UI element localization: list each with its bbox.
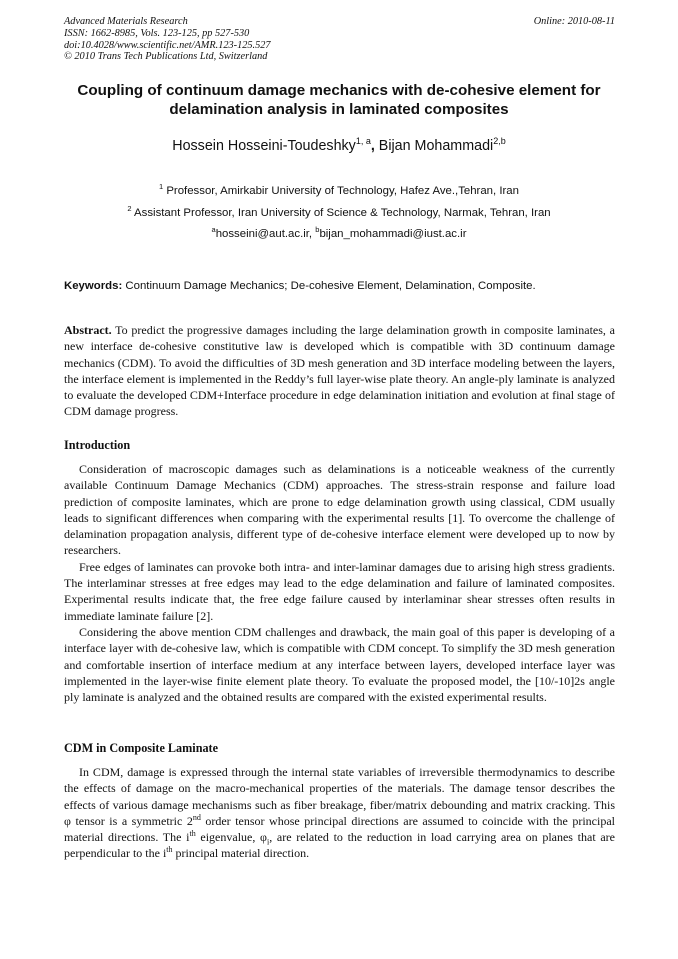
intro-paragraph-3: Considering the above mention CDM challenges and drawback, the main goal of this paper is developing of a interface layer with de-cohesive law, which is compatible with CDM concept. To simplify the 3D mesh generation and comfortable insertion of interface medium at any interface between layers, developed interface layer was implemented in the layer-wise finite element plate theory. To evaluate the proposed model, the [10/-10]2s angle ply laminate is analyzed and the obtained results are compared with the existed experimental results.	[64, 624, 615, 705]
keywords-label: Keywords:	[64, 280, 123, 292]
journal-name: Advanced Materials Research	[64, 16, 188, 27]
cdm-sup-3: th	[166, 845, 173, 855]
email-b[interactable]: bijan_mohammadi@iust.ac.ir	[319, 227, 467, 240]
intro-paragraph-1: Consideration of macroscopic damages such as delaminations is a noticeable weakness of the currently available Continuum Damage Mechanics (CDM) approaches. The stress-strain response and failure load prediction of composite laminates, which are prone to edge delamination growth using classical, CDM usually leads to significant differences when comparing with the experimental results [1]. To overcome the challenge of delamination propagation analysis, different type of de-cohesive interface element were developed up to now by researchers.	[64, 462, 615, 558]
author-2-sup: 2,b	[493, 136, 506, 146]
affiliation-2-sup: 2	[127, 204, 132, 213]
online-date: Online: 2010-08-11	[533, 16, 615, 27]
cdm-text-5: principal material direction.	[172, 846, 310, 861]
cdm-text-3: eigenvalue, φ	[195, 830, 267, 845]
abstract	[64, 322, 615, 420]
introduction-body	[64, 461, 615, 705]
doi-line: doi:10.4028/www.scientific.net/AMR.123-125.527	[64, 39, 271, 51]
cdm-sup-1: nd	[192, 812, 201, 822]
issn-line: ISSN: 1662-8985, Vols. 123-125, pp 527-530	[64, 27, 250, 39]
author-1-name: Hossein Hosseini-Toudeshky	[172, 137, 356, 154]
introduction-heading: Introduction	[64, 438, 131, 452]
cdm-sup-2: th	[189, 829, 196, 839]
journal-header	[64, 16, 424, 63]
affiliation-1-text: Professor, Amirkabir University of Technology, Hafez Ave.,Tehran, Iran	[163, 184, 519, 197]
cdm-body	[64, 764, 615, 862]
email-line	[56, 223, 622, 241]
cdm-text-2: order tensor whose principal directions are assumed to coincide with the principal material directions. The i	[64, 813, 615, 845]
author-1-sup: 1, a	[355, 136, 371, 146]
email-a[interactable]: hosseini@aut.ac.ir,	[215, 227, 316, 240]
email-a-sup: a	[211, 225, 216, 234]
affiliation-1	[56, 180, 622, 198]
cdm-paragraph-1	[64, 764, 615, 862]
cdm-heading: CDM in Composite Laminate	[64, 741, 219, 755]
cdm-text-4: , are related to the reduction in load carrying area on planes that are perpendicular to the i	[64, 830, 615, 861]
keywords	[64, 279, 615, 293]
affiliation-1-sup: 1	[159, 182, 164, 191]
author-line	[56, 132, 622, 155]
paper-title: Coupling of continuum damage mechanics with de-cohesive element for delamination analysis in laminated composites	[77, 82, 601, 118]
abstract-text: To predict the progressive damages including the large delamination growth in composite laminates, a new interface de-cohesive constitutive law is developed which is compatible with 3D continuum damage mechanics (CDM). To avoid the difficulties of 3D mesh generation and 3D interface modeling between the layers, the interface element is implemented in the Reddy’s full layer-wise plate theory. An angle-ply laminate is analyzed to evaluate the developed CDM+Interface procedure in edge delamination initiation and evolution at final stage of CDM damage progress.	[64, 323, 615, 419]
affiliation-2	[56, 202, 622, 220]
email-b-sup: b	[315, 225, 320, 234]
abstract-label: Abstract.	[64, 323, 112, 337]
cdm-text-1: In CDM, damage is expressed through the internal state variables of irreversible thermodynamics to describe the effects of damage on the macro-mechanical properties of the materials. The damage tensor describes the effects of various damage mechanisms such as fiber breakage, fiber/matrix debounding and matrix cracking. This φ tensor is a symmetric 2	[64, 765, 615, 828]
copyright-line: © 2010 Trans Tech Publications Ltd, Switzerland	[64, 51, 268, 63]
cdm-sub-1: i	[266, 837, 270, 847]
author-separator: ,	[370, 137, 379, 154]
affiliation-2-text: Assistant Professor, Iran University of Science & Technology, Narmak, Tehran, Iran	[131, 206, 551, 219]
author-2-name: Bijan Mohammadi	[378, 137, 494, 154]
intro-paragraph-2: Free edges of laminates can provoke both intra- and inter-laminar damages due to arising high stress gradients. The interlaminar stresses at free edges may lead to the edge delamination and failure of laminated composites. Experimental results indicate that, the free edge failure caused by interlaminar shear stresses often results in immediate laminate failure [2].	[64, 559, 615, 623]
keywords-text: Continuum Damage Mechanics; De-cohesive Element, Delamination, Composite.	[122, 280, 536, 292]
